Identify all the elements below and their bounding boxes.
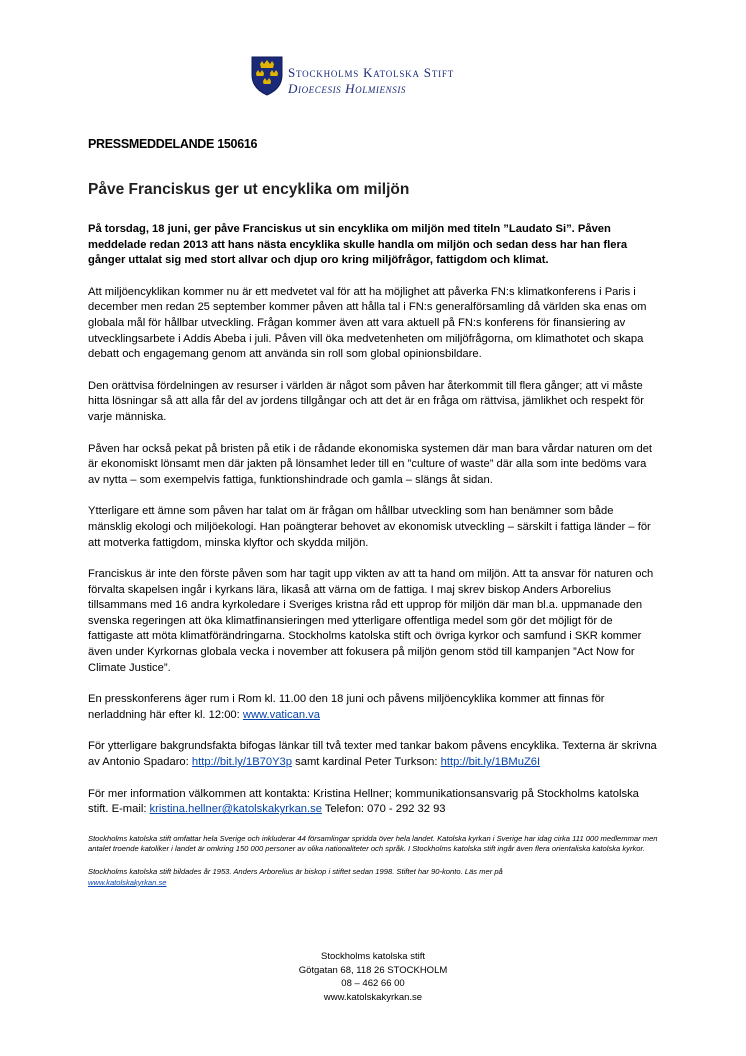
email-link[interactable]: kristina.hellner@katolskakyrkan.se — [149, 803, 322, 816]
body-paragraph: Den orättvisa fördelningen av resurser i världen är något som påven har återkommit till flera gånger; att vi måste hitta lösningar så att alla får del av jordens tillgångar och att det är en fråga om rättvisa, jämlikhet och respekt för varje människa. — [88, 379, 644, 423]
org-latin-name: Dioecesis Holmiensis — [288, 81, 407, 96]
press-conference-text: En presskonferens äger rum i Rom kl. 11.00 den 18 juni och påvens miljöencyklika kommer att finnas för nerladdning här efter kl. 12:00: — [88, 693, 605, 721]
press-release-label: PRESSMEDDELANDE 150616 — [88, 137, 258, 151]
background-paragraph — [88, 739, 658, 770]
press-conference-paragraph — [88, 692, 658, 723]
diocese-shield-icon — [250, 55, 284, 97]
spadaro-link[interactable]: http://bit.ly/1B70Y3p — [191, 756, 293, 769]
vatican-link[interactable]: www.vatican.va — [242, 708, 320, 721]
contact-paragraph — [88, 787, 658, 818]
history-note — [88, 867, 658, 888]
contact-text: För mer information välkommen att kontakta: Kristina Hellner; kommunikationsansvarig på Stockholms katolska stift. E-mail: — [88, 787, 639, 816]
body-paragraph: Att miljöencyklikan kommer nu är ett medvetet val för att ha möjlighet att påverka FN:s klimatkonferens i Paris i december men redan 25 september kommer påven att hålla tal i FN:s generalförsamling då världen ska enas om globala mål för hållbar utveckling. Frågan kommer även att vara aktuell på FN:s konferens för finansiering av utvecklingsarbete i Addis Abeba i juli. Påven vill öka medvetenheten om miljöfrågorna, om klimathotet och skapa debatt och engagemang genom att använda sin roll som global opinionsbildare. — [88, 285, 647, 361]
background-text: För ytterligare bakgrundsfakta bifogas länkar till två texter med tankar bakom påvens encyklika. Texterna är skrivna av Antonio Spadaro: — [88, 740, 657, 769]
footer-org: Stockholms katolska stift — [320, 951, 425, 962]
katolskakyrkan-link[interactable]: www.katolskakyrkan.se — [88, 877, 167, 887]
lead-paragraph: På torsdag, 18 juni, ger påve Franciskus ut sin encyklika om miljön med titeln ”Laudato Si”. Påven meddelade redan 2013 att hans nästa encyklika skulle handla om miljön och sedan dess har han flera gånger uttalat sig med stort allvar och djup oro kring miljöfrågor, fattigdom och klimat. — [88, 223, 628, 267]
body-paragraph: Ytterligare ett ämne som påven har talat om är frågan om hållbar utveckling som han benämner som både mänsklig ekologi och miljöekologi. Han poängterar behovet av ekonomisk utveckling – särskilt i fattiga länder – för att motverka fattigdom, minska klyftor och skydda miljön. — [88, 505, 651, 549]
body-paragraph: Franciskus är inte den förste påven som har tagit upp vikten av att ta hand om miljön. Att ta ansvar för naturen och förvalta skapelsen ingår i kyrkans lära, likaså att värna om de fattiga. I maj skrev biskop Anders Arborelius tillsammans med 16 andra kyrkoledare i Sveriges kristna råd ett upprop för miljön där man bl.a. uppmanade den svenska regeringen att öka klimatfinansieringen med ytterligare offentliga medel som gör det möjligt för de fattigaste att möta klimatförändringarna. Stockholms katolska stift och övriga kyrkor och samfund i SKR kommer även under Kyrkornas globala vecka i november att fokusera på miljön genom stöd till kampanjen ”Act Now for Climate Justice”. — [88, 568, 654, 674]
footer-web: www.katolskakyrkan.se — [323, 991, 423, 1003]
article-body — [88, 222, 658, 900]
page-title: Påve Franciskus ger ut encyklika om miljön — [88, 181, 410, 198]
turkson-link[interactable]: http://bit.ly/1BMuZ6I — [440, 756, 541, 769]
footer — [173, 950, 573, 1004]
body-paragraph: Påven har också pekat på bristen på etik i de rådande ekonomiska systemen där man bara vårdar naturen om det är ekonomiskt lönsamt men där jakten på lönsamhet leder till en ”culture of waste” där alla som inte bedöms vara av nytta – som exempelvis fattiga, funktionshindrade och gamla – slängs åt sidan. — [88, 442, 653, 486]
org-name: Stockholms Katolska Stift — [288, 65, 455, 80]
diocese-logo — [246, 55, 486, 105]
logo-text — [288, 65, 454, 97]
about-diocese-note: Stockholms katolska stift omfattar hela Sverige och inkluderar 44 församlingar spridda över hela landet. Katolska kyrkan i Sverige har idag cirka 111 000 medlemmar men antalet troende katoliker i landet är omkring 150 000 personer av olika nationaliteter och språk. I Stockholms katolska stift ingår även flera orientaliska katolska kyrkor. — [88, 833, 658, 854]
footer-address: Götgatan 68, 118 26 STOCKHOLM — [298, 964, 448, 976]
history-note-text: Stockholms katolska stift bildades år 1953. Anders Arborelius är biskop i stiftet sedan 1998. Stiftet har 90-konto. Läs mer på — [88, 867, 503, 876]
contact-phone: Telefon: 070 - 292 32 93 — [321, 803, 446, 816]
footer-phone: 08 – 462 66 00 — [341, 978, 405, 989]
background-text-2: samt kardinal Peter Turkson: — [292, 756, 441, 769]
